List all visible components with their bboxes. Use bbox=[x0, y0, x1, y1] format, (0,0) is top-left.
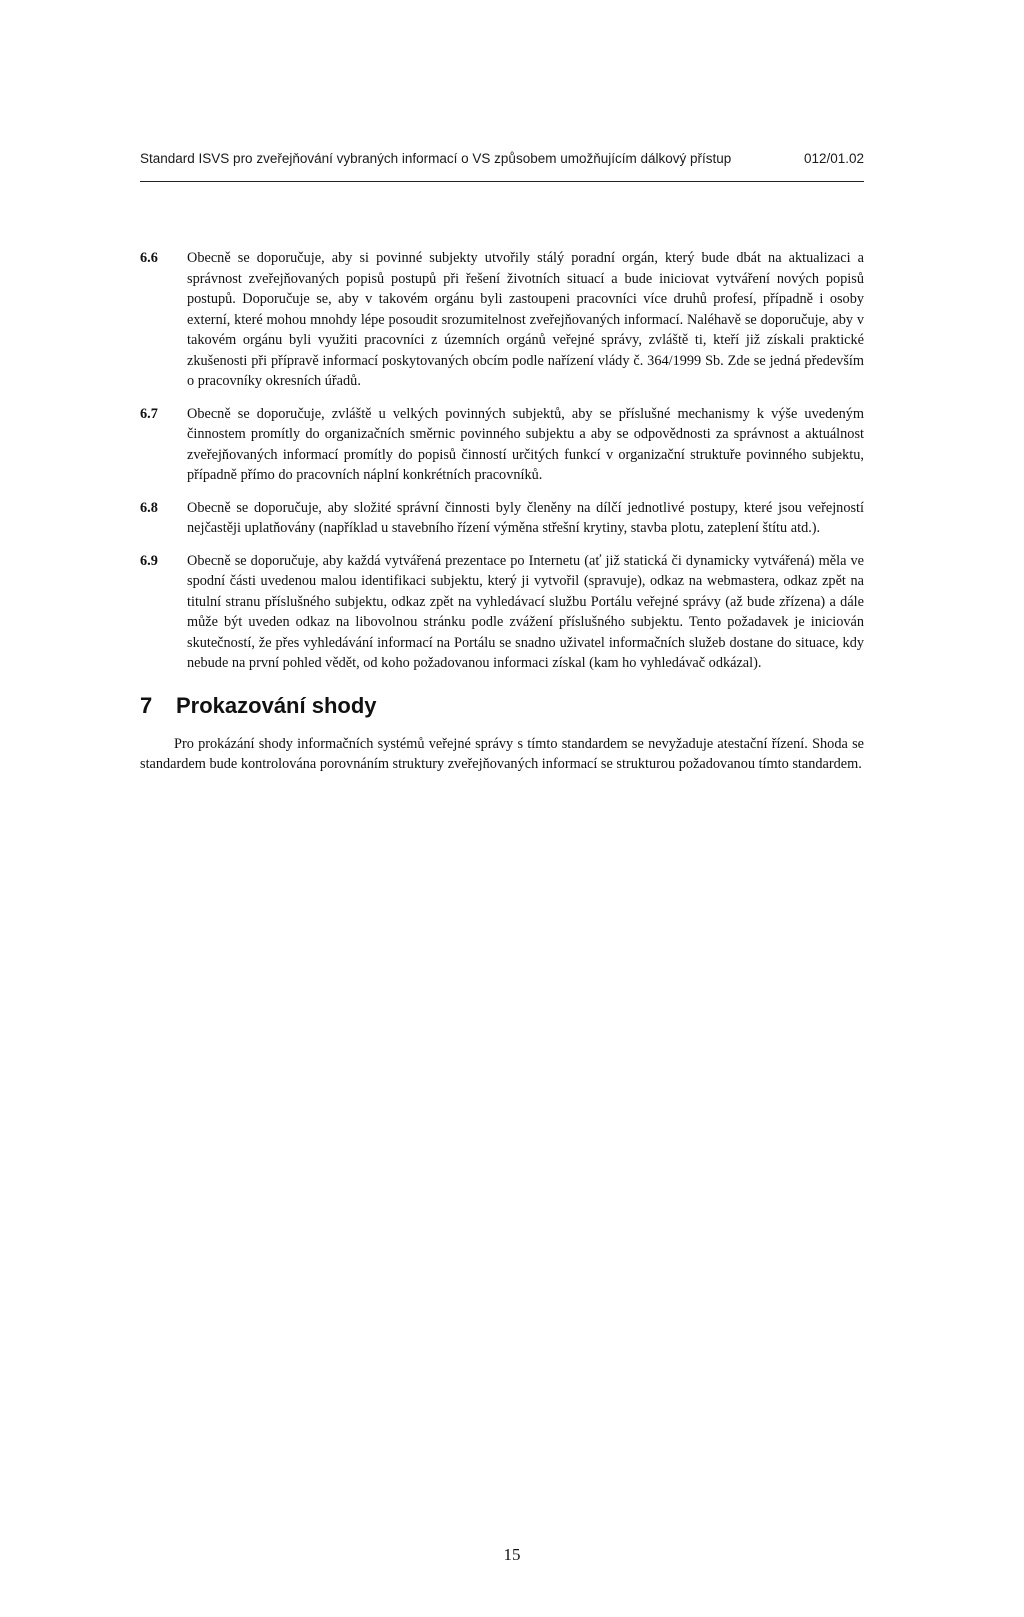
clause-number: 6.9 bbox=[140, 552, 158, 569]
header-rule bbox=[140, 181, 864, 182]
clause-6-7 bbox=[140, 404, 864, 486]
clause-text: Obecně se doporučuje, aby si povinné subjekty utvořily stálý poradní orgán, který bude dbát na aktualizaci a správnost zveřejňovaných popisů postupů při řešení životních situací a bude iniciovat vytváření nových popisů postupů. Doporučuje se, aby v takovém orgánu byli zastoupeni pracovníci více druhů profesí, případně i osoby externí, které mohou mnohdy lépe posoudit srozumitelnost zveřejňovaných informací. Naléhavě se doporučuje, aby v takovém orgánu byli využiti pracovníci z územních orgánů veřejné správy, zvláště ti, kteří již získali praktické zkušenosti při přípravě informací poskytovaných obcím podle nařízení vlády č. 364/1999 Sb. Zde se jedná především o pracovníky okresních úřadů. bbox=[187, 250, 864, 389]
header-title: Standard ISVS pro zveřejňování vybraných informací o VS způsobem umožňujícím dálkový přístup bbox=[140, 151, 732, 166]
clause-text: Obecně se doporučuje, aby složité správní činnosti byly členěny na dílčí jednotlivé postupy, které jsou veřejností nejčastěji uplatňovány (například u stavebního řízení výměna střešní krytiny, stavba plotu, zateplení štítu atd.). bbox=[187, 499, 864, 536]
clause-text: Obecně se doporučuje, aby každá vytvářená prezentace po Internetu (ať již statická či dynamicky vytvářená) měla ve spodní části uvedenou malou identifikaci subjektu, který ji vytvořil (spravuje), odkaz na webmastera, odkaz zpět na titulní stranu příslušného subjektu, odkaz zpět na vyhledávací službu Portálu veřejné správy (až bude zřízena) a dále může být uveden odkaz na libovolnou stránku podle zvážení příslušného subjektu. Tento požadavek je iniciován skutečností, že přes vyhledávání informací na Portálu se snadno uživatel informačních služeb dostane do situace, kdy nebude na první pohled vědět, od koho požadovanou informaci získal (kam ho vyhledávač odkázal). bbox=[187, 552, 864, 671]
clause-6-8 bbox=[140, 498, 864, 539]
clause-number: 6.8 bbox=[140, 499, 158, 516]
section-heading bbox=[140, 692, 864, 720]
section-number: 7 bbox=[140, 692, 153, 718]
section-title: Prokazování shody bbox=[176, 692, 377, 718]
page-header bbox=[140, 151, 864, 166]
clause-6-6 bbox=[140, 248, 864, 392]
page-number: 15 bbox=[503, 1545, 521, 1564]
clause-number: 6.6 bbox=[140, 250, 158, 266]
page-content bbox=[140, 248, 864, 775]
header-code: 012/01.02 bbox=[803, 151, 864, 166]
clause-6-9 bbox=[140, 551, 864, 674]
section-body: Pro prokázání shody informačních systémů veřejné správy s tímto standardem se nevyžaduje atestační řízení. Shoda se standardem bude kontrolována porovnáním struktury zveřejňovaných informací se strukturou požadovanou tímto standardem. bbox=[140, 735, 864, 772]
clause-number: 6.7 bbox=[140, 405, 158, 422]
clause-text: Obecně se doporučuje, zvláště u velkých povinných subjektů, aby se příslušné mechanismy k výše uvedeným činnostem promítly do organizačních směrnic povinného subjektu a aby se odpovědnosti za správnost a aktuálnost zveřejňovaných informací promítly do popisů činností určitých funkcí v organizační struktuře povinného subjektu, případně přímo do pracovních náplní konkrétních pracovníků. bbox=[187, 405, 864, 483]
